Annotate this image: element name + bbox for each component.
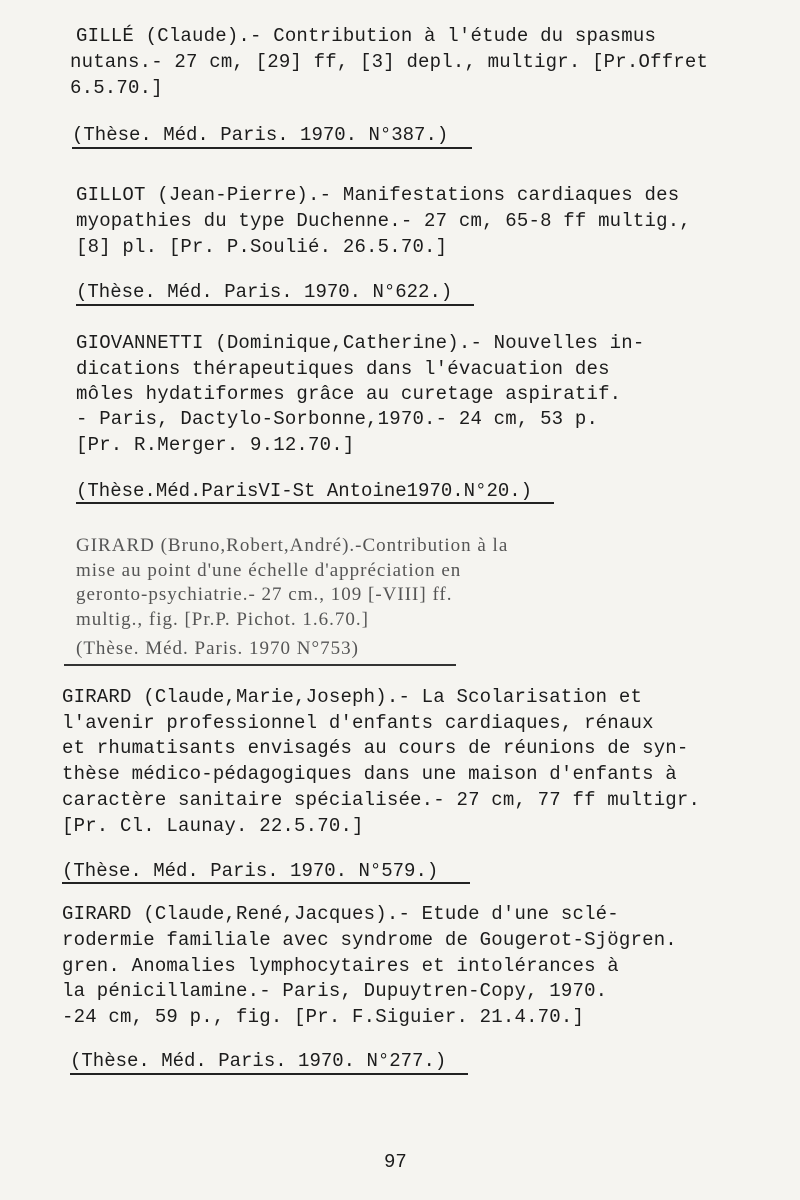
thesis-note: (Thèse. Méd. Paris. 1970 N°753) <box>76 638 359 659</box>
thesis-note: (Thèse. Méd. Paris. 1970. N°277.) <box>70 1050 447 1072</box>
underline <box>76 502 554 504</box>
entry-line: nutans.- 27 cm, [29] ff, [3] depl., multigr. [Pr.Offret <box>70 51 709 73</box>
entry-line: caractère sanitaire spécialisée.- 27 cm, 77 ff multigr. <box>62 789 701 811</box>
entry-line: [8] pl. [Pr. P.Soulié. 26.5.70.] <box>76 236 448 258</box>
underline <box>64 664 456 666</box>
entry-line: -24 cm, 59 p., fig. [Pr. F.Siguier. 21.4.70.] <box>62 1006 585 1028</box>
entry-line: GILLOT (Jean-Pierre).- Manifestations cardiaques des <box>76 184 680 206</box>
entry-line: [Pr. R.Merger. 9.12.70.] <box>76 434 355 456</box>
underline <box>76 304 474 306</box>
entry-line: thèse médico-pédagogiques dans une maison d'enfants à <box>62 763 677 785</box>
entry-line: rodermie familiale avec syndrome de Gougerot-Sjögren. <box>62 929 677 951</box>
entry-line: mise au point d'une échelle d'appréciation en <box>76 560 462 581</box>
entry-line: et rhumatisants envisagés au cours de réunions de syn- <box>62 737 689 759</box>
entry-line: multig., fig. [Pr.P. Pichot. 1.6.70.] <box>76 609 369 630</box>
entry-line: GIRARD (Bruno,Robert,André).-Contribution à la <box>76 535 509 556</box>
entry-line: - Paris, Dactylo-Sorbonne,1970.- 24 cm, 53 p. <box>76 408 599 430</box>
underline <box>72 147 472 149</box>
entry-line: GIOVANNETTI (Dominique,Catherine).- Nouvelles in- <box>76 332 645 354</box>
entry-line: GILLÉ (Claude).- Contribution à l'étude du spasmus <box>76 25 657 47</box>
entry-line: [Pr. Cl. Launay. 22.5.70.] <box>62 815 364 837</box>
entry-line: myopathies du type Duchenne.- 27 cm, 65-8 ff multig., <box>76 210 691 232</box>
entry-line: la pénicillamine.- Paris, Dupuytren-Copy, 1970. <box>62 980 608 1002</box>
underline <box>62 882 470 884</box>
entry-line: gren. Anomalies lymphocytaires et intolérances à <box>62 955 619 977</box>
entry-line: 6.5.70.] <box>70 77 163 99</box>
thesis-note: (Thèse. Méd. Paris. 1970. N°387.) <box>72 124 449 146</box>
page-number: 97 <box>384 1151 407 1173</box>
thesis-note: (Thèse. Méd. Paris. 1970. N°622.) <box>76 281 453 303</box>
entry-line: môles hydatiformes grâce au curetage aspiratif. <box>76 383 622 405</box>
entry-line: GIRARD (Claude,René,Jacques).- Etude d'une sclé- <box>62 903 619 925</box>
entry-line: dications thérapeutiques dans l'évacuation des <box>76 358 610 380</box>
entry-line: l'avenir professionnel d'enfants cardiaques, rénaux <box>62 712 654 734</box>
thesis-note: (Thèse. Méd. Paris. 1970. N°579.) <box>62 860 439 882</box>
entry-line: geronto-psychiatrie.- 27 cm., 109 [-VIII] ff. <box>76 584 453 605</box>
underline <box>70 1073 468 1075</box>
entry-line: GIRARD (Claude,Marie,Joseph).- La Scolarisation et <box>62 686 643 708</box>
thesis-note: (Thèse.Méd.ParisVI-St Antoine1970.N°20.) <box>76 480 533 502</box>
